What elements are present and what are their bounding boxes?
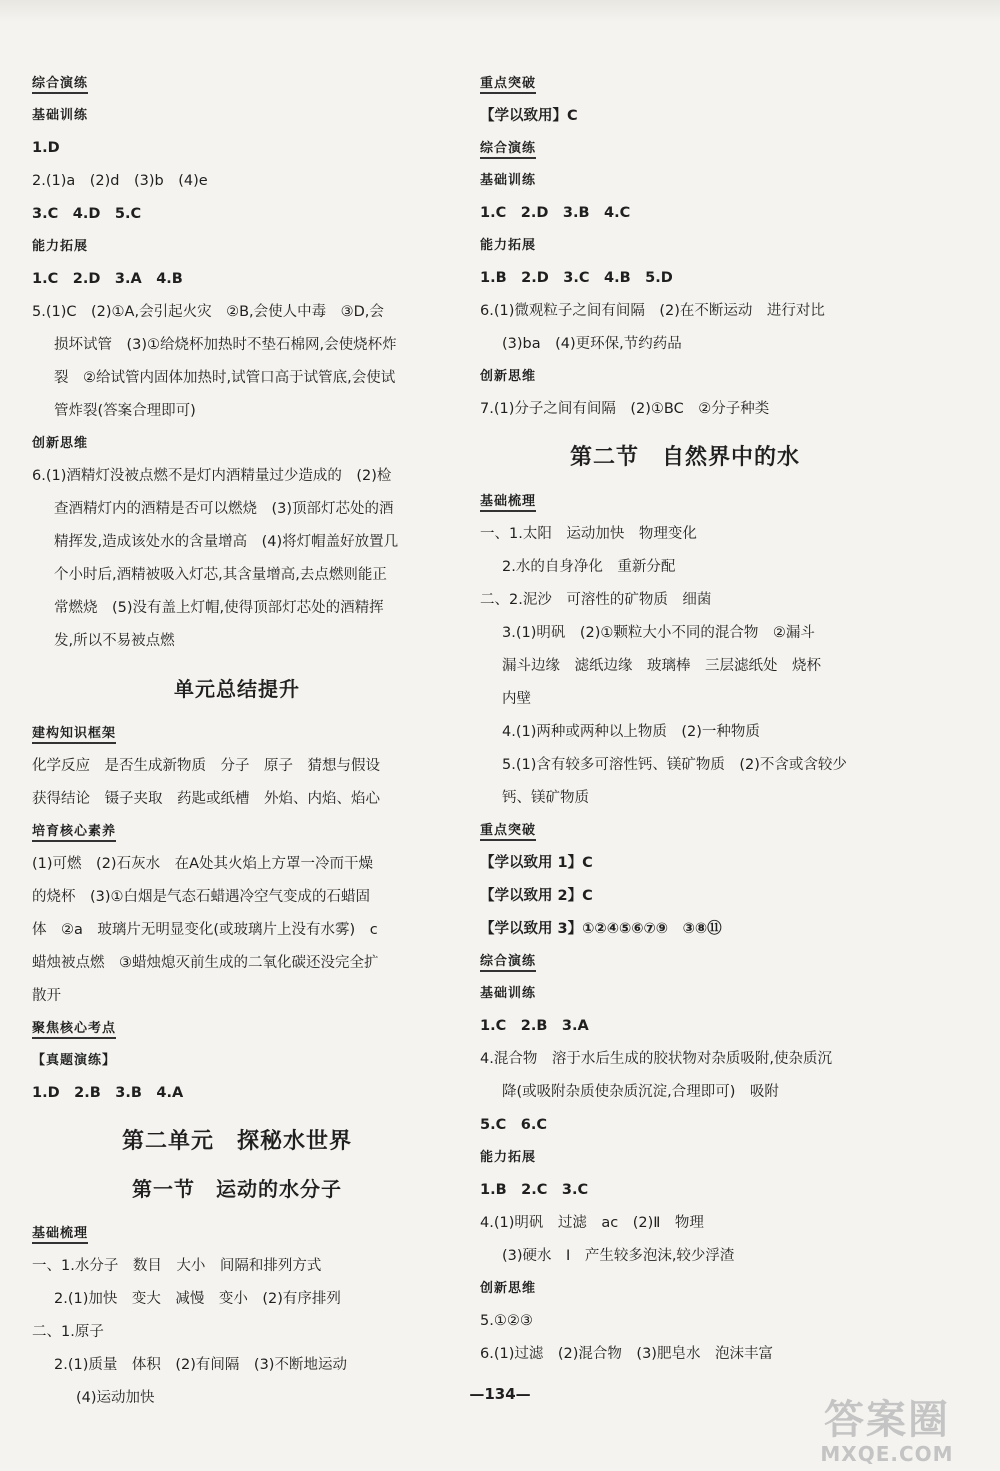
watermark-url: MXQE.COM [820,1442,954,1466]
answer-line: 查酒精灯内的酒精是否可以燃烧 (3)顶部灯芯处的酒 [54,501,394,517]
subheading: 基础训练 [480,173,537,188]
section-heading: 综合演练 [32,68,442,100]
answer-line: 2.(1)a (2)d (3)b (4)e [32,173,208,189]
answer-line: 散开 [32,988,61,1004]
answer-line: 1.C 2.D 3.A 4.B [32,271,183,287]
answer-line: 化学反应 是否生成新物质 分子 原子 猜想与假设 [32,758,380,774]
answer-line: 1.C 2.B 3.A [480,1018,589,1034]
answer-line: 的烧杯 (3)①白烟是气态石蜡遇冷空气变成的石蜡固 [32,889,371,905]
answer-line: 获得结论 镊子夹取 药匙或纸槽 外焰、内焰、焰心 [32,791,380,807]
watermark-seal: 答案圈 [824,1396,950,1443]
answer-line: 漏斗边缘 滤纸边缘 玻璃棒 三层滤纸处 烧杯 [502,658,821,674]
section-title: 单元总结提升 [174,677,300,701]
answer-line: (3)硬水 Ⅰ 产生较多泡沫,较少浮渣 [502,1248,735,1264]
answer-line: 二、1.原子 [32,1324,104,1340]
answer-line: 蜡烛被点燃 ③蜡烛熄灭前生成的二氧化碳还没完全扩 [32,955,379,971]
answer-line: 【学以致用 1】C [480,855,593,871]
answer-line: 发,所以不易被点燃 [54,633,175,649]
answer-line: 损坏试管 (3)①给烧杯加热时不垫石棉网,会使烧杯炸 [54,337,397,353]
subheading: 基础训练 [480,986,537,1001]
section-heading: 重点突破 [480,68,890,100]
unit-title: 第二单元 探秘水世界 [121,1128,352,1154]
answer-line: (1)可燃 (2)石灰水 在A处其火焰上方罩一冷而干燥 [32,856,373,872]
subheading: 能力拓展 [32,239,89,254]
lesson-title: 第一节 运动的水分子 [132,1177,342,1201]
answer-line: (3)ba (4)更环保,节约药品 [502,336,682,352]
answer-line: 7.(1)分子之间有间隔 (2)①BC ②分子种类 [480,401,770,417]
left-column [32,68,442,1415]
section-heading: 建构知识框架 [32,718,442,750]
answer-line: 【学以致用】C [480,108,578,124]
answer-line: 钙、镁矿物质 [502,790,589,806]
subheading: 【真题演练】 [32,1053,117,1068]
answer-line: 常燃烧 (5)没有盖上灯帽,使得顶部灯芯处的酒精挥 [54,600,384,616]
page-number: —134— [469,1385,531,1403]
subheading: 能力拓展 [480,238,537,253]
answer-line: 1.B 2.D 3.C 4.B 5.D [480,270,673,286]
answer-line: 精挥发,造成该处水的含量增高 (4)将灯帽盖好放置几 [54,534,399,550]
answer-line: 1.B 2.C 3.C [480,1182,589,1198]
answer-line: 2.(1)质量 体积 (2)有间隔 (3)不断地运动 [54,1357,347,1373]
scan-edge [0,0,1000,22]
answer-line: 3.C 4.D 5.C [32,206,142,222]
answer-line: 2.(1)加快 变大 减慢 变小 (2)有序排列 [54,1291,341,1307]
answer-line: 内壁 [502,691,531,707]
answer-line: 个小时后,酒精被吸入灯芯,其含量增高,去点燃则能正 [54,567,387,583]
subheading: 创新思维 [480,369,537,384]
answer-line: 5.(1)C (2)①A,会引起火灾 ②B,会使人中毒 ③D,会 [32,304,384,320]
answer-line: 6.(1)微观粒子之间有间隔 (2)在不断运动 进行对比 [480,303,825,319]
answer-line: 1.D [32,140,60,156]
answer-line: 体 ②a 玻璃片无明显变化(或玻璃片上没有水雾) c [32,922,378,938]
answer-line: 6.(1)酒精灯没被点燃不是灯内酒精量过少造成的 (2)检 [32,468,392,484]
section-heading: 综合演练 [480,133,890,165]
section-heading: 聚焦核心考点 [32,1013,442,1045]
lesson-title: 第二节 自然界中的水 [569,444,800,470]
subheading: 创新思维 [480,1281,537,1296]
answer-line: 2.水的自身净化 重新分配 [502,559,676,575]
section-heading: 基础梳理 [480,486,890,518]
answer-line: 管炸裂(答案合理即可) [54,403,196,419]
subheading: 能力拓展 [480,1150,537,1165]
answer-line: 5.C 6.C [480,1117,547,1133]
answer-line: 一、1.水分子 数目 大小 间隔和排列方式 [32,1258,322,1274]
section-heading: 综合演练 [480,946,890,978]
answer-line: 5.①②③ [480,1313,533,1329]
answer-line: 5.(1)含有较多可溶性钙、镁矿物质 (2)不含或含较少 [502,757,847,773]
answer-line: 【学以致用 2】C [480,888,593,904]
answer-line: 4.(1)明矾 过滤 ac (2)Ⅱ 物理 [480,1215,704,1231]
section-heading: 基础梳理 [32,1218,442,1250]
answer-line: 降(或吸附杂质使杂质沉淀,合理即可) 吸附 [502,1084,779,1100]
subheading: 创新思维 [32,436,89,451]
answer-line: 6.(1)过滤 (2)混合物 (3)肥皂水 泡沫丰富 [480,1346,773,1362]
section-heading: 培育核心素养 [32,816,442,848]
answer-line: 1.C 2.D 3.B 4.C [480,205,631,221]
answer-line: 【学以致用 3】①②④⑤⑥⑦⑨ ③⑧⑪ [480,921,722,937]
subheading: 基础训练 [32,108,89,123]
answer-line: 3.(1)明矾 (2)①颗粒大小不同的混合物 ②漏斗 [502,625,815,641]
answer-line: 一、1.太阳 运动加快 物理变化 [480,526,697,542]
answer-line: 裂 ②给试管内固体加热时,试管口高于试管底,会使试 [54,370,396,386]
section-heading: 重点突破 [480,815,890,847]
watermark-logo [792,1398,982,1468]
answer-line: 二、2.泥沙 可溶性的矿物质 细菌 [480,592,712,608]
right-column [480,68,890,1371]
answer-line: (4)运动加快 [76,1390,155,1406]
answer-line: 4.混合物 溶于水后生成的胶状物对杂质吸附,使杂质沉 [480,1051,832,1067]
answer-line: 1.D 2.B 3.B 4.A [32,1085,184,1101]
answer-line: 4.(1)两种或两种以上物质 (2)一种物质 [502,724,760,740]
